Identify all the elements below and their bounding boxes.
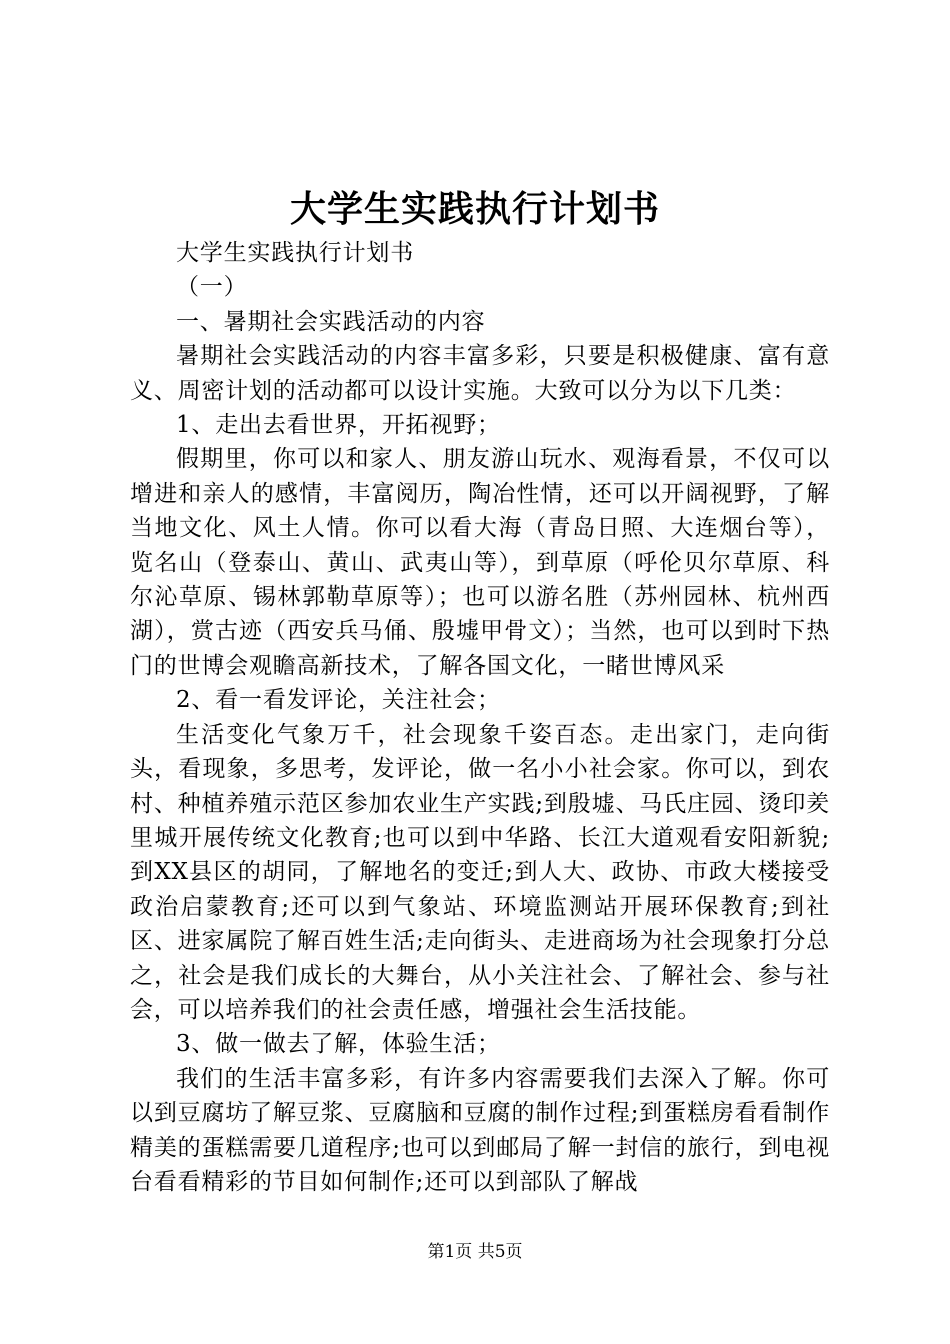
- paragraph-item-2-heading: 2、看一看发评论，关注社会；: [176, 687, 501, 714]
- paragraph-item-3-body: 我们的生活丰富多彩，有许多内容需要我们去深入了解。你可以到豆腐坊了解豆浆、豆腐脑和豆腐的制作过程;到蛋糕房看看制作精美的蛋糕需要几道程序;也可以到邮局了解一封信的旅行，到电视台看看精彩的节目如何制作;还可以到部队了解战: [130, 1065, 830, 1195]
- paragraph-heading-content: 一、暑期社会实践活动的内容: [176, 308, 486, 335]
- paragraph-item-2-body: 生活变化气象万千，社会现象千姿百态。走出家门，走向街头，看现象，多思考，发评论，做一名小小社会家。你可以，到农村、种植养殖示范区参加农业生产实践;到殷墟、马氏庄园、烫印羑里城开展传统文化教育;也可以到中华路、长江大道观看安阳新貌;到XX县区的胡同，了解地名的变迁;到人大、政协、市政大楼接受政治启蒙教育;还可以到气象站、环境监测站开展环保教育;到社区、进家属院了解百姓生活;走向街头、走进商场为社会现象打分总之，社会是我们成长的大舞台，从小关注社会、了解社会、参与社会，可以培养我们的社会责任感，增强社会生活技能。: [130, 721, 830, 1023]
- paragraph-subtitle: 大学生实践执行计划书: [176, 240, 414, 266]
- document-body: [130, 236, 830, 1199]
- paragraph-section-number: （一）: [176, 274, 248, 301]
- page-footer: 第1页 共5页: [427, 1242, 523, 1262]
- paragraph-item-3-heading: 3、做一做去了解，体验生活；: [176, 1031, 501, 1058]
- paragraph-intro: 暑期社会实践活动的内容丰富多彩，只要是积极健康、富有意义、周密计划的活动都可以设计实施。大致可以分为以下几类：: [130, 343, 830, 404]
- paragraph-item-1-heading: 1、走出去看世界，开拓视野；: [176, 412, 501, 439]
- document-title: 大学生实践执行计划书: [289, 188, 660, 230]
- paragraph-item-1-body: 假期里，你可以和家人、朋友游山玩水、观海看景，不仅可以增进和亲人的感情，丰富阅历，陶冶性情，还可以开阔视野，了解当地文化、风土人情。你可以看大海（青岛日照、大连烟台等），览名山（登泰山、黄山、武夷山等），到草原（呼伦贝尔草原、科尔沁草原、锡林郭勒草原等）；也可以游名胜（苏州园林、杭州西湖），赏古迹（西安兵马俑、殷墟甲骨文）；当然，也可以到时下热门的世博会观瞻高新技术，了解各国文化，一睹世博风采: [130, 446, 830, 679]
